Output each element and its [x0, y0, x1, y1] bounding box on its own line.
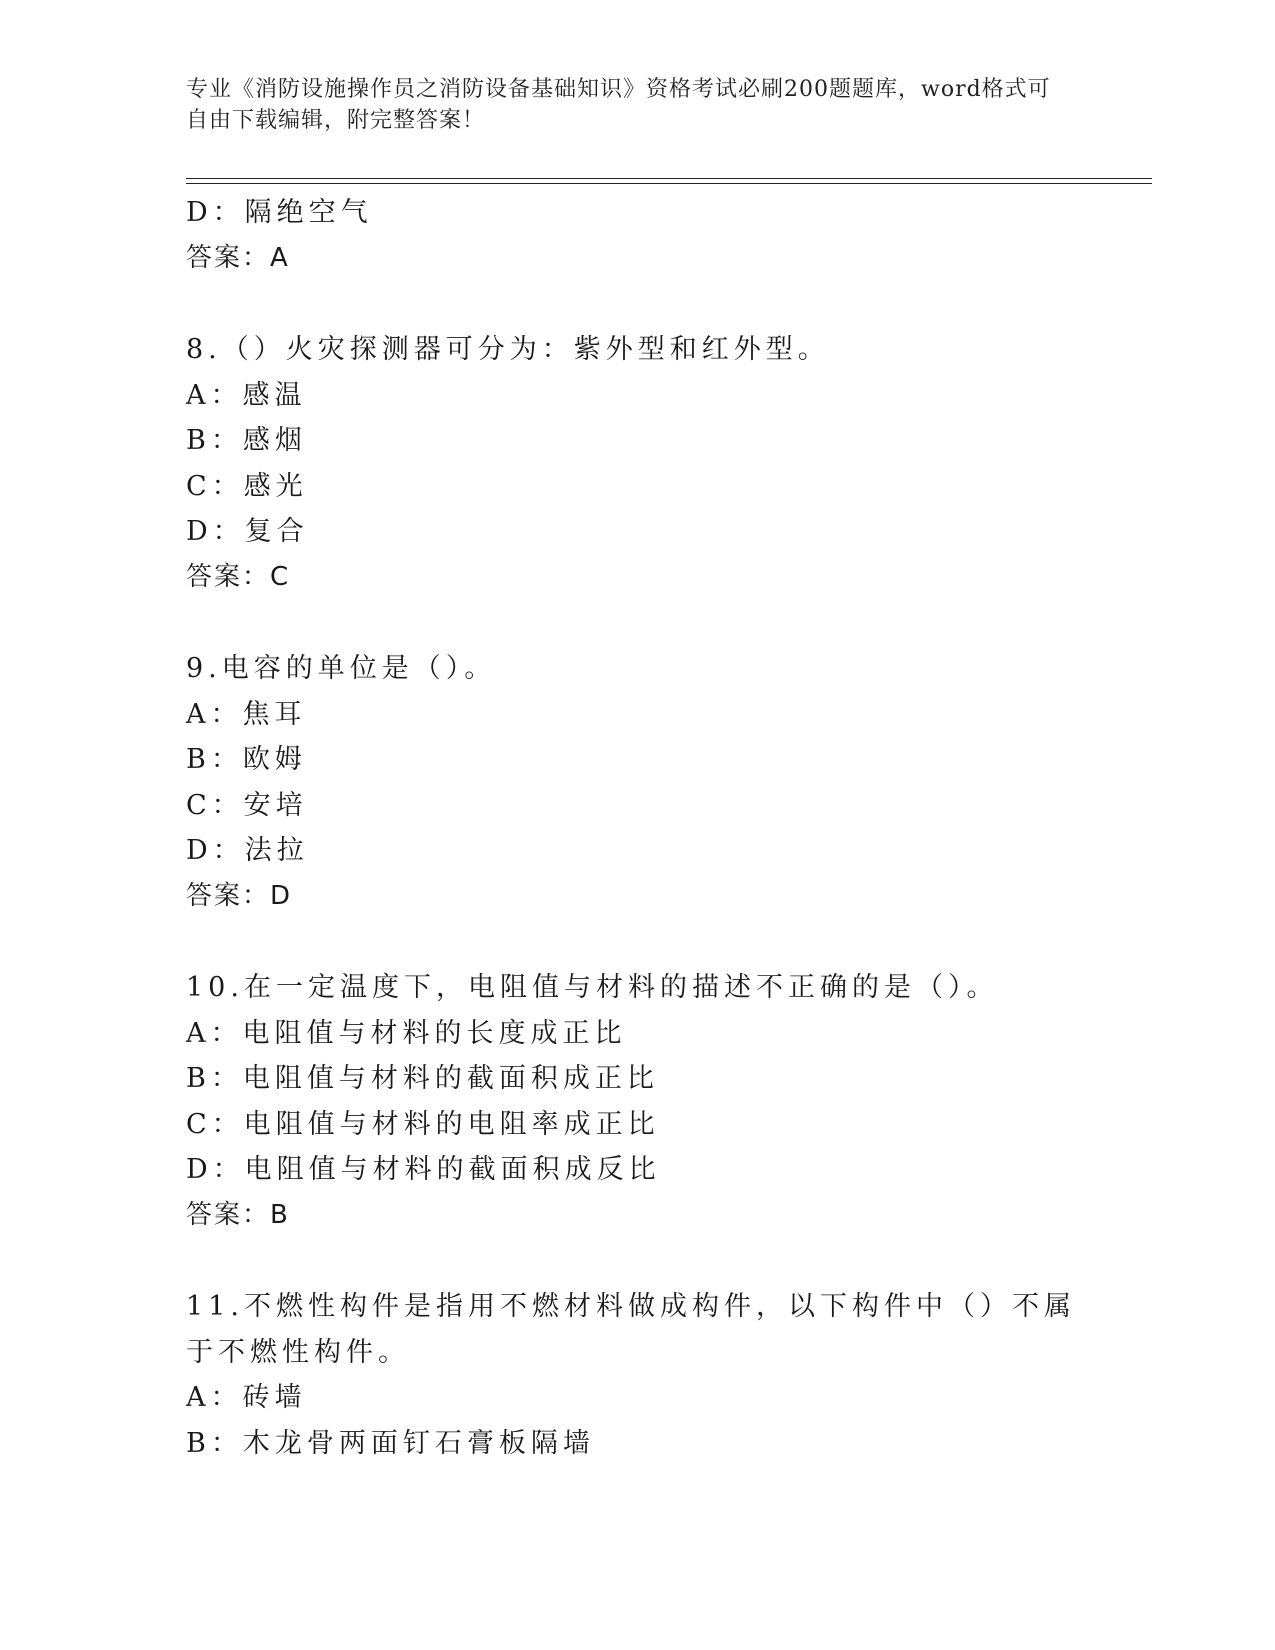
- option-line: A：感温: [186, 379, 307, 411]
- option-line: B：电阻值与材料的截面积成正比: [186, 1063, 659, 1094]
- question-stem: 10.在一定温度下，电阻值与材料的描述不正确的是（）。: [186, 972, 999, 1003]
- answer-line: 答案：B: [186, 1199, 290, 1230]
- option-line: B：木龙骨两面钉石膏板隔墙: [186, 1427, 595, 1459]
- option-line: C：感光: [186, 470, 308, 502]
- option-line: B：感烟: [186, 425, 307, 456]
- option-line: D：复合: [186, 516, 309, 547]
- answer-line: 答案：D: [186, 880, 293, 911]
- option-line: D：隔绝空气: [186, 197, 373, 228]
- question-stem: 11.不燃性构件是指用不燃材料做成构件，以下构件中（）不属于不燃性构件。: [186, 1291, 1076, 1368]
- header-divider: [186, 183, 1152, 184]
- option-line: A：电阻值与材料的长度成正比: [186, 1017, 627, 1049]
- question-stem: 8.（）火灾探测器可分为：紫外型和红外型。: [186, 334, 830, 365]
- option-line: D：电阻值与材料的截面积成反比: [186, 1154, 661, 1185]
- answer-line: 答案：C: [186, 561, 291, 592]
- option-line: C：电阻值与材料的电阻率成正比: [186, 1108, 660, 1140]
- option-line: D：法拉: [186, 835, 309, 866]
- answer-line: 答案：A: [186, 242, 290, 273]
- option-line: B：欧姆: [186, 744, 307, 775]
- option-line: A：焦耳: [186, 698, 307, 730]
- option-line: A：砖墙: [186, 1382, 307, 1413]
- header-divider: [186, 178, 1152, 179]
- question-stem: 9.电容的单位是（）。: [186, 653, 497, 684]
- question-list: [186, 190, 1126, 1466]
- option-line: C：安培: [186, 789, 308, 821]
- document-header: 专业《消防设施操作员之消防设备基础知识》资格考试必刷200题题库，word格式可自由下载编辑，附完整答案！: [186, 77, 1051, 133]
